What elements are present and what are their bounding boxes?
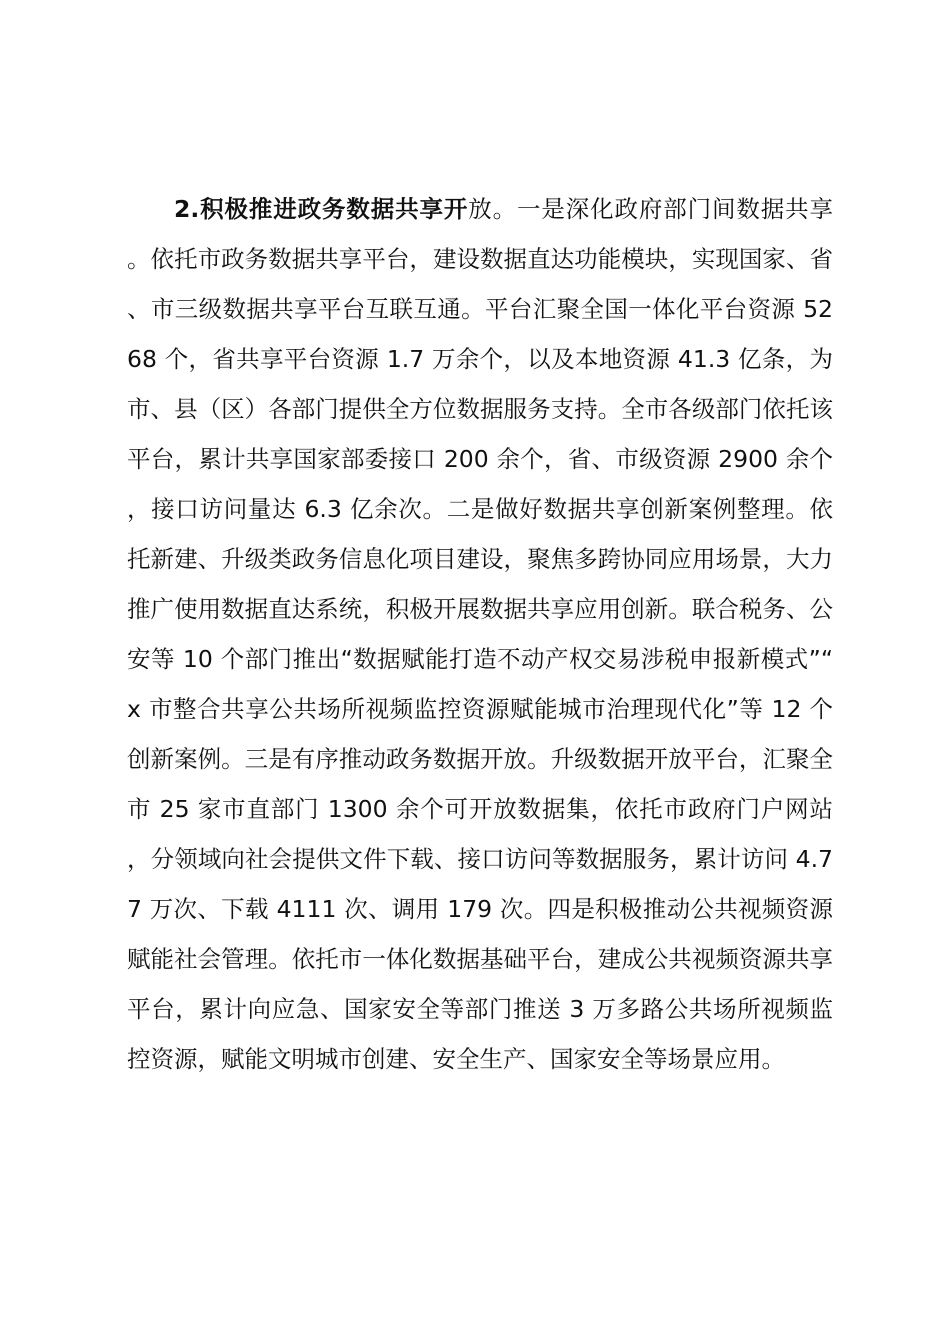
section-heading: 2.积极推进政务数据共享开 [174,195,469,223]
paragraph-text: 放。一是深化政府部门间数据共享。依托市政务数据共享平台，建设数据直达功能模块，实现国家、省、市三级数据共享平台互联互通。平台汇聚全国一体化平台资源 5268 个，省共享平台资源 1.7 万余个，以及本地资源 41.3 亿条，为市、县（区）各部门提供全方位数据服务支持。全市各级部门依托该平台，累计共享国家部委接口 200 余个，省、市级资源 2900 余个，接口访问量达 6.3 亿余次。二是做好数据共享创新案例整理。依托新建、升级类政务信息化项目建设，聚焦多跨协同应用场景，大力推广使用数据直达系统，积极开展数据共享应用创新。联合税务、公安等 10 个部门推出“数据赋能打造不动产权交易涉税申报新模式”“x 市整合共享公共场所视频监控资源赋能城市治理现代化”等 12 个创新案例。三是有序推动政务数据开放。升级数据开放平台，汇聚全市 25 家市直部门 1300 余个可开放数据集，依托市政府门户网站，分领域向社会提供文件下载、接口访问等数据服务，累计访问 4.77 万次、下载 4111 次、调用 179 次。四是积极推动公共视频资源赋能社会管理。依托市一体化数据基础平台，建成公共视频资源共享平台，累计向应急、国家安全等部门推送 3 万多路公共场所视频监控资源，赋能文明城市创建、安全生产、国家安全等场景应用。 [127,195,833,1073]
body-paragraph [127,184,833,1084]
